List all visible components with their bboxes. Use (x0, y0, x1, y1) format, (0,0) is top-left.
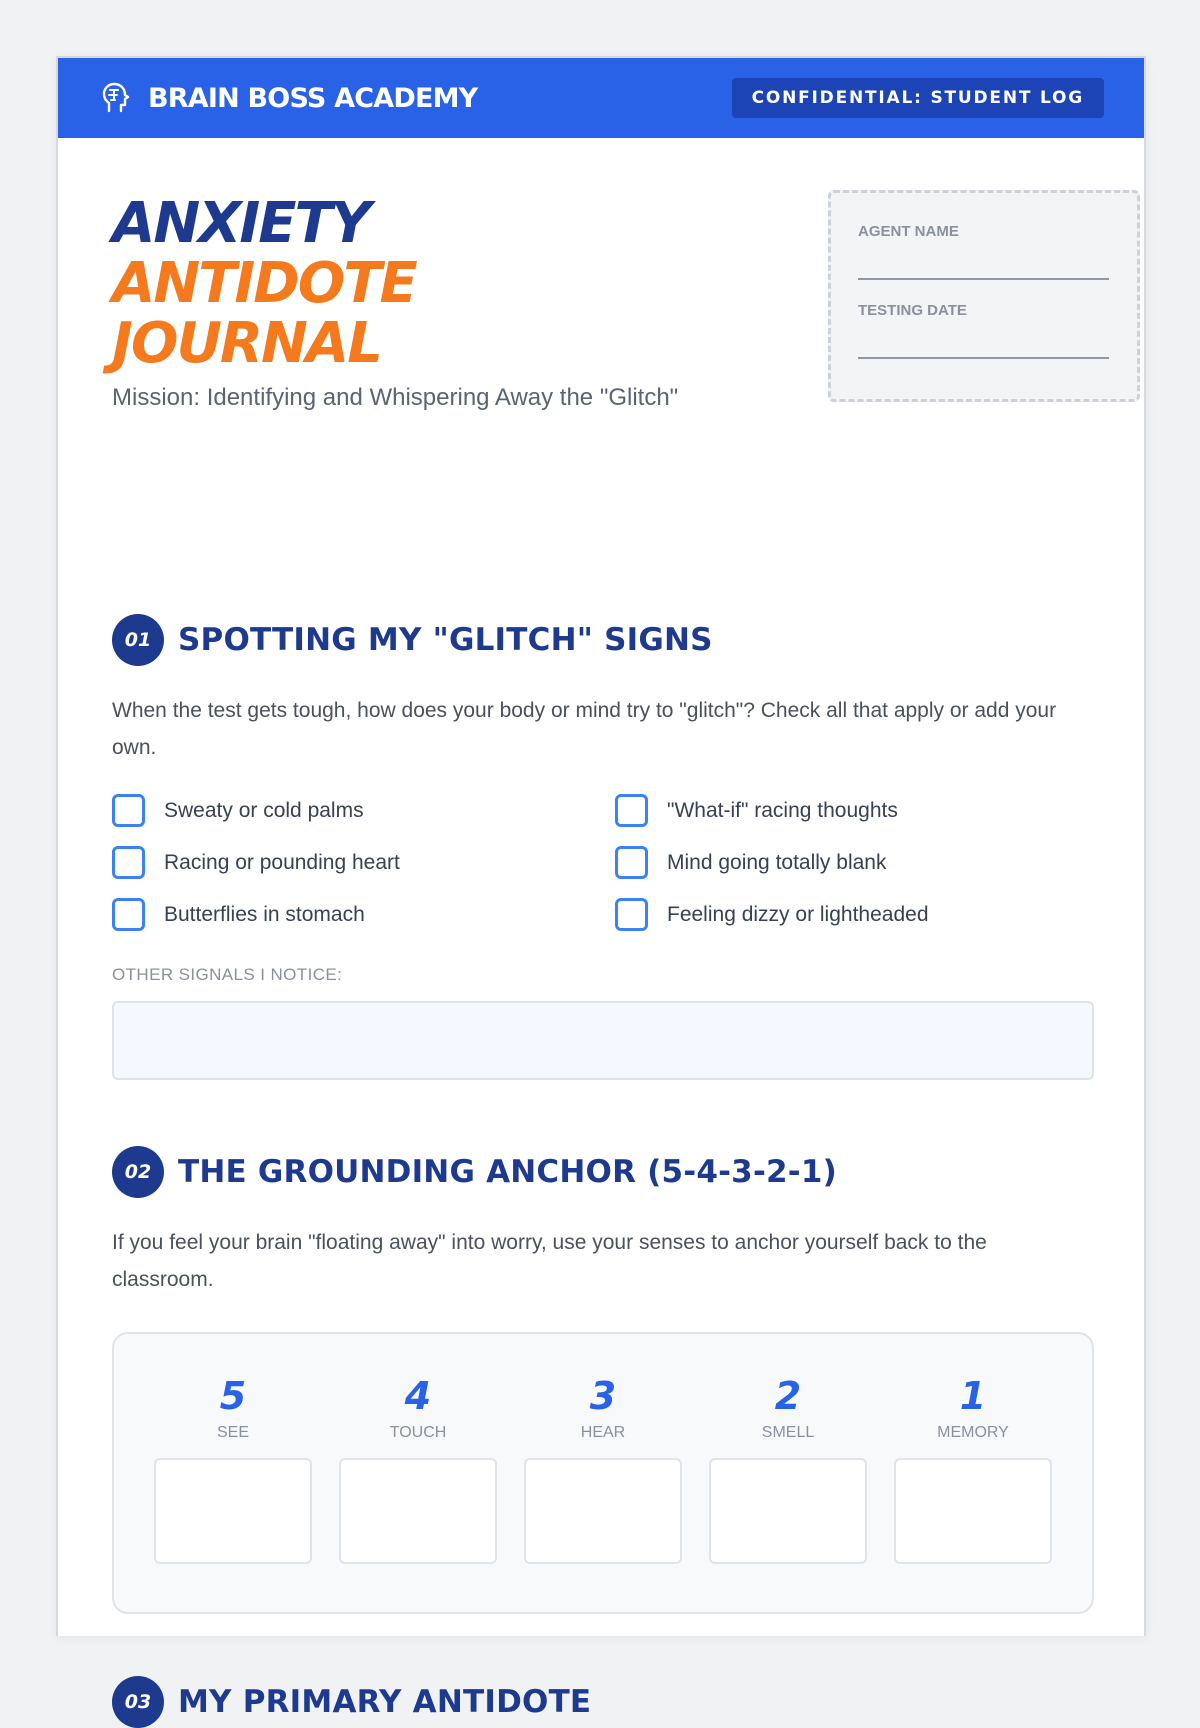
checkbox-label: Feeling dizzy or lightheaded (667, 902, 929, 926)
title-line-1: ANXIETY (112, 191, 370, 256)
sense-label: MEMORY (937, 1424, 1009, 1441)
title-line-2: ANTIDOTE (112, 251, 416, 316)
brand (98, 80, 477, 116)
sense-see (154, 1374, 312, 1612)
checkbox-racing-heart[interactable] (112, 846, 615, 879)
checkbox-what-if-thoughts[interactable] (615, 794, 1095, 827)
section-description: If you feel your brain "floating away" into worry, use your senses to anchor yourself back to the classroom. (112, 1231, 987, 1291)
section-number: 02 (112, 1146, 164, 1198)
agent-name-label: AGENT NAME (858, 223, 959, 240)
sense-hear (524, 1374, 682, 1612)
checkbox[interactable] (615, 846, 648, 879)
checkbox[interactable] (615, 898, 648, 931)
sense-label: SEE (216, 1424, 249, 1441)
sense-number: 4 (404, 1374, 432, 1418)
section-header (112, 1676, 1090, 1728)
sense-label: SMELL (761, 1424, 815, 1441)
sense-input-box[interactable] (154, 1458, 312, 1564)
grounding-panel (112, 1332, 1094, 1614)
agent-name-field[interactable] (858, 278, 1109, 280)
checkbox[interactable] (112, 846, 145, 879)
checkbox[interactable] (615, 794, 648, 827)
section-description: When the test gets tough, how does your body or mind try to "glitch"? Check all that apply or add your own. (112, 699, 1057, 759)
other-signals-input[interactable] (112, 1001, 1094, 1080)
checkbox[interactable] (112, 794, 145, 827)
section-primary-antidote (112, 1676, 1090, 1728)
checkbox-mind-blank[interactable] (615, 846, 1095, 879)
agent-info-box (828, 190, 1140, 402)
sense-memory (894, 1374, 1052, 1612)
sense-number: 5 (219, 1374, 247, 1418)
checkbox-label: Butterflies in stomach (164, 902, 365, 926)
page-title (112, 191, 416, 376)
checkbox-label: "What-if" racing thoughts (667, 798, 898, 822)
brain-head-icon (98, 80, 134, 116)
checkbox-label: Sweaty or cold palms (164, 798, 364, 822)
confidential-badge: CONFIDENTIAL: STUDENT LOG (732, 78, 1104, 118)
journal-sheet (56, 56, 1146, 1720)
header-bar (58, 58, 1144, 138)
section-title: THE GROUNDING ANCHOR (5-4-3-2-1) (178, 1154, 837, 1190)
checkbox-label: Racing or pounding heart (164, 850, 400, 874)
section-number: 03 (112, 1676, 164, 1728)
hero (112, 138, 1090, 428)
section-number: 01 (112, 614, 164, 666)
sense-label: HEAR (580, 1424, 626, 1441)
section-grounding-anchor (112, 1146, 1090, 1614)
checkbox-sweaty-palms[interactable] (112, 794, 615, 827)
section-title: SPOTTING MY "GLITCH" SIGNS (178, 622, 713, 658)
sense-input-box[interactable] (709, 1458, 867, 1564)
section-title: MY PRIMARY ANTIDOTE (178, 1684, 592, 1720)
checkbox-butterflies[interactable] (112, 898, 615, 931)
sense-number: 1 (959, 1374, 987, 1418)
sense-number: 2 (774, 1374, 802, 1418)
sense-input-box[interactable] (524, 1458, 682, 1564)
section-header (112, 614, 1090, 666)
title-line-3: JOURNAL (112, 311, 381, 376)
sense-label: TOUCH (389, 1424, 447, 1441)
sense-smell (709, 1374, 867, 1612)
section-header (112, 1146, 1090, 1198)
checkbox-dizzy[interactable] (615, 898, 1095, 931)
checkbox-label: Mind going totally blank (667, 850, 887, 874)
other-signals-label: OTHER SIGNALS I NOTICE: (112, 965, 343, 984)
symptom-checklist (112, 794, 1090, 931)
checkbox[interactable] (112, 898, 145, 931)
sense-number: 3 (589, 1374, 617, 1418)
testing-date-label: TESTING DATE (858, 302, 967, 319)
brand-name: BRAIN BOSS ACADEMY (148, 82, 478, 114)
mission-subtitle: Mission: Identifying and Whispering Away the "Glitch" (112, 384, 679, 411)
sense-input-box[interactable] (894, 1458, 1052, 1564)
section-glitch-signs (112, 614, 1090, 1080)
testing-date-field[interactable] (858, 357, 1109, 359)
sense-touch (339, 1374, 497, 1612)
sense-input-box[interactable] (339, 1458, 497, 1564)
